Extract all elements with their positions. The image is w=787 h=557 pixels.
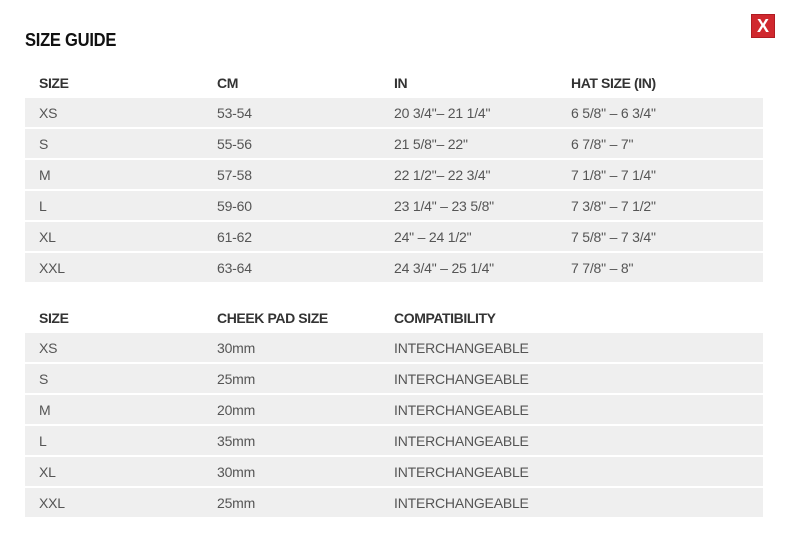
table-cell: 59-60 bbox=[203, 191, 380, 220]
table-cell: XL bbox=[25, 222, 203, 251]
table-row bbox=[25, 395, 763, 424]
table-cell: 25mm bbox=[203, 364, 380, 393]
table-cell: INTERCHANGEABLE bbox=[380, 426, 557, 455]
table-cell: 35mm bbox=[203, 426, 380, 455]
column-header-hat-size: HAT SIZE (IN) bbox=[571, 74, 656, 91]
table-cell: XS bbox=[25, 98, 203, 127]
table-cell: INTERCHANGEABLE bbox=[380, 395, 557, 424]
table-cell: INTERCHANGEABLE bbox=[380, 488, 557, 517]
table-cell: M bbox=[25, 160, 203, 189]
column-header-cm: CM bbox=[217, 74, 238, 91]
table-cell: 25mm bbox=[203, 488, 380, 517]
table-header-row bbox=[25, 304, 763, 331]
table-row bbox=[25, 426, 763, 455]
size-table bbox=[25, 67, 763, 284]
table-header-row bbox=[25, 69, 763, 96]
table-cell: 6 7/8" – 7" bbox=[557, 129, 763, 158]
table-row bbox=[25, 191, 763, 220]
table-cell: 61-62 bbox=[203, 222, 380, 251]
table-cell: INTERCHANGEABLE bbox=[380, 333, 557, 362]
table-row bbox=[25, 98, 763, 127]
column-header-empty bbox=[557, 304, 763, 331]
table-cell bbox=[557, 364, 763, 393]
table-cell: XXL bbox=[25, 253, 203, 282]
table-cell: S bbox=[25, 364, 203, 393]
table-cell bbox=[557, 426, 763, 455]
table-cell: 23 1/4" – 23 5/8" bbox=[380, 191, 557, 220]
table-cell: 7 5/8" – 7 3/4" bbox=[557, 222, 763, 251]
table-cell: INTERCHANGEABLE bbox=[380, 364, 557, 393]
table-row bbox=[25, 222, 763, 251]
column-header-size: SIZE bbox=[39, 74, 69, 91]
close-button[interactable] bbox=[751, 14, 775, 38]
table-cell: 55-56 bbox=[203, 129, 380, 158]
table-cell: 53-54 bbox=[203, 98, 380, 127]
table-cell bbox=[557, 457, 763, 486]
table-cell: XXL bbox=[25, 488, 203, 517]
table-cell: 7 3/8" – 7 1/2" bbox=[557, 191, 763, 220]
table-cell: 20 3/4"– 21 1/4" bbox=[380, 98, 557, 127]
column-header-in: IN bbox=[394, 74, 408, 91]
table-cell bbox=[557, 333, 763, 362]
table-row bbox=[25, 129, 763, 158]
table-row bbox=[25, 488, 763, 517]
table-cell: 63-64 bbox=[203, 253, 380, 282]
table-cell: XS bbox=[25, 333, 203, 362]
column-header-cheek-pad-size: CHEEK PAD SIZE bbox=[217, 309, 328, 326]
table-row bbox=[25, 160, 763, 189]
table-cell: INTERCHANGEABLE bbox=[380, 457, 557, 486]
column-header-size: SIZE bbox=[39, 309, 69, 326]
column-header-compatibility: COMPATIBILITY bbox=[394, 309, 496, 326]
table-cell: L bbox=[25, 191, 203, 220]
table-cell: 21 5/8"– 22" bbox=[380, 129, 557, 158]
table-cell: XL bbox=[25, 457, 203, 486]
table-cell: M bbox=[25, 395, 203, 424]
table-cell: S bbox=[25, 129, 203, 158]
table-cell bbox=[557, 488, 763, 517]
table-cell: 6 5/8" – 6 3/4" bbox=[557, 98, 763, 127]
table-row bbox=[25, 333, 763, 362]
table-cell: 7 1/8" – 7 1/4" bbox=[557, 160, 763, 189]
close-icon: X bbox=[756, 15, 769, 36]
table-row bbox=[25, 457, 763, 486]
table-cell: L bbox=[25, 426, 203, 455]
table-row bbox=[25, 253, 763, 282]
table-cell: 22 1/2"– 22 3/4" bbox=[380, 160, 557, 189]
table-cell: 24 3/4" – 25 1/4" bbox=[380, 253, 557, 282]
table-cell: 24" – 24 1/2" bbox=[380, 222, 557, 251]
cheek-pad-table bbox=[25, 302, 763, 519]
table-cell bbox=[557, 395, 763, 424]
table-cell: 30mm bbox=[203, 333, 380, 362]
table-cell: 20mm bbox=[203, 395, 380, 424]
table-cell: 7 7/8" – 8" bbox=[557, 253, 763, 282]
table-cell: 30mm bbox=[203, 457, 380, 486]
table-cell: 57-58 bbox=[203, 160, 380, 189]
table-row bbox=[25, 364, 763, 393]
page-title: SIZE GUIDE bbox=[25, 30, 117, 50]
